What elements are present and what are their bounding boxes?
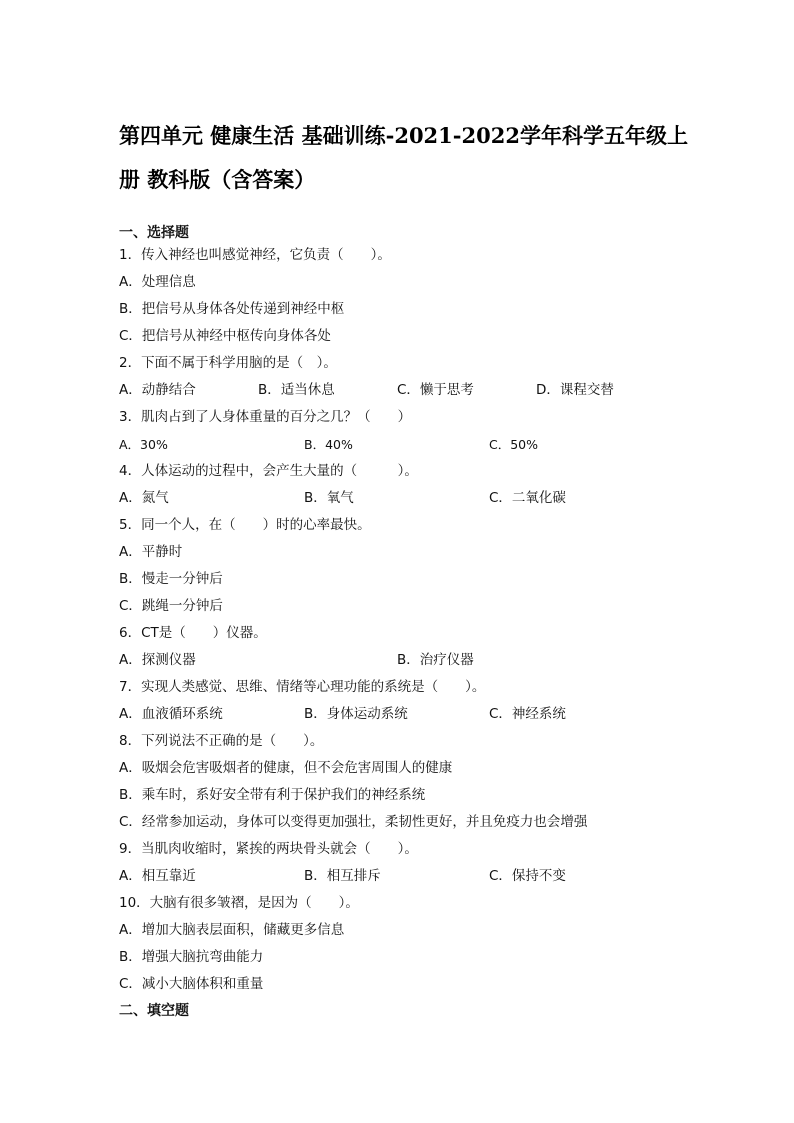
document-title-line-1: 第四单元 健康生活 基础训练-2021-2022学年科学五年级上 [119, 123, 688, 148]
question-2-option-d: D．课程交替 [536, 382, 614, 398]
question-3-option-a: A．30% [119, 437, 168, 452]
question-5-option-a: A．平静时 [119, 544, 183, 560]
section-heading-fill: 二、填空题 [119, 1003, 189, 1019]
question-4-option-c: C．二氧化碳 [489, 490, 566, 506]
question-5-stem: 5．同一个人，在（ ）时的心率最快。 [119, 517, 371, 533]
question-1-option-c: C．把信号从神经中枢传向身体各处 [119, 328, 331, 344]
question-5-option-b: B．慢走一分钟后 [119, 571, 223, 587]
question-4-stem: 4．人体运动的过程中，会产生大量的（ ）。 [119, 463, 418, 479]
section-heading-choice: 一、选择题 [119, 225, 189, 241]
question-2-option-c: C．懒于思考 [397, 382, 474, 398]
question-1-option-b: B．把信号从身体各处传递到神经中枢 [119, 301, 345, 317]
question-9-option-b: B．相互排斥 [304, 868, 381, 884]
question-10-option-b: B．增强大脑抗弯曲能力 [119, 949, 264, 965]
question-1-stem: 1．传入神经也叫感觉神经，它负责（ ）。 [119, 247, 391, 263]
question-3-option-b: B．40% [304, 437, 353, 452]
question-10-option-c: C．减小大脑体积和重量 [119, 976, 264, 992]
question-5-option-c: C．跳绳一分钟后 [119, 598, 223, 614]
question-6-option-b: B．治疗仪器 [397, 652, 474, 668]
question-7-option-c: C．神经系统 [489, 706, 566, 722]
question-7-option-a: A．血液循环系统 [119, 706, 223, 722]
question-7-option-b: B．身体运动系统 [304, 706, 408, 722]
question-3-option-c: C．50% [489, 437, 539, 452]
question-10-stem: 10．大脑有很多皱褶，是因为（ ）。 [119, 895, 359, 911]
question-8-stem: 8．下列说法不正确的是（ ）。 [119, 733, 324, 749]
question-8-option-c: C．经常参加运动，身体可以变得更加强壮，柔韧性更好，并且免疫力也会增强 [119, 814, 588, 830]
question-10-option-a: A．增加大脑表层面积，储藏更多信息 [119, 922, 345, 938]
question-2-option-a: A．动静结合 [119, 382, 196, 398]
question-4-option-b: B．氧气 [304, 490, 354, 506]
question-8-option-a: A．吸烟会危害吸烟者的健康，但不会危害周围人的健康 [119, 760, 453, 776]
question-6-stem: 6．CT是（ ）仪器。 [119, 625, 267, 641]
question-1-option-a: A．处理信息 [119, 274, 196, 290]
question-6-option-a: A．探测仪器 [119, 652, 196, 668]
document-title-line-2: 册 教科版（含答案） [119, 167, 316, 192]
question-2-option-b: B．适当休息 [258, 382, 335, 398]
question-2-stem: 2．下面不属于科学用脑的是（ ）。 [119, 355, 337, 371]
question-9-stem: 9．当肌肉收缩时，紧挨的两块骨头就会（ ）。 [119, 841, 418, 857]
question-7-stem: 7．实现人类感觉、思维、情绪等心理功能的系统是（ ）。 [119, 679, 486, 695]
question-9-option-c: C．保持不变 [489, 868, 566, 884]
question-3-stem: 3．肌肉占到了人身体重量的百分之几？（ ） [119, 409, 412, 425]
question-9-option-a: A．相互靠近 [119, 868, 196, 884]
question-8-option-b: B．乘车时，系好安全带有利于保护我们的神经系统 [119, 787, 426, 803]
question-4-option-a: A．氮气 [119, 490, 169, 506]
